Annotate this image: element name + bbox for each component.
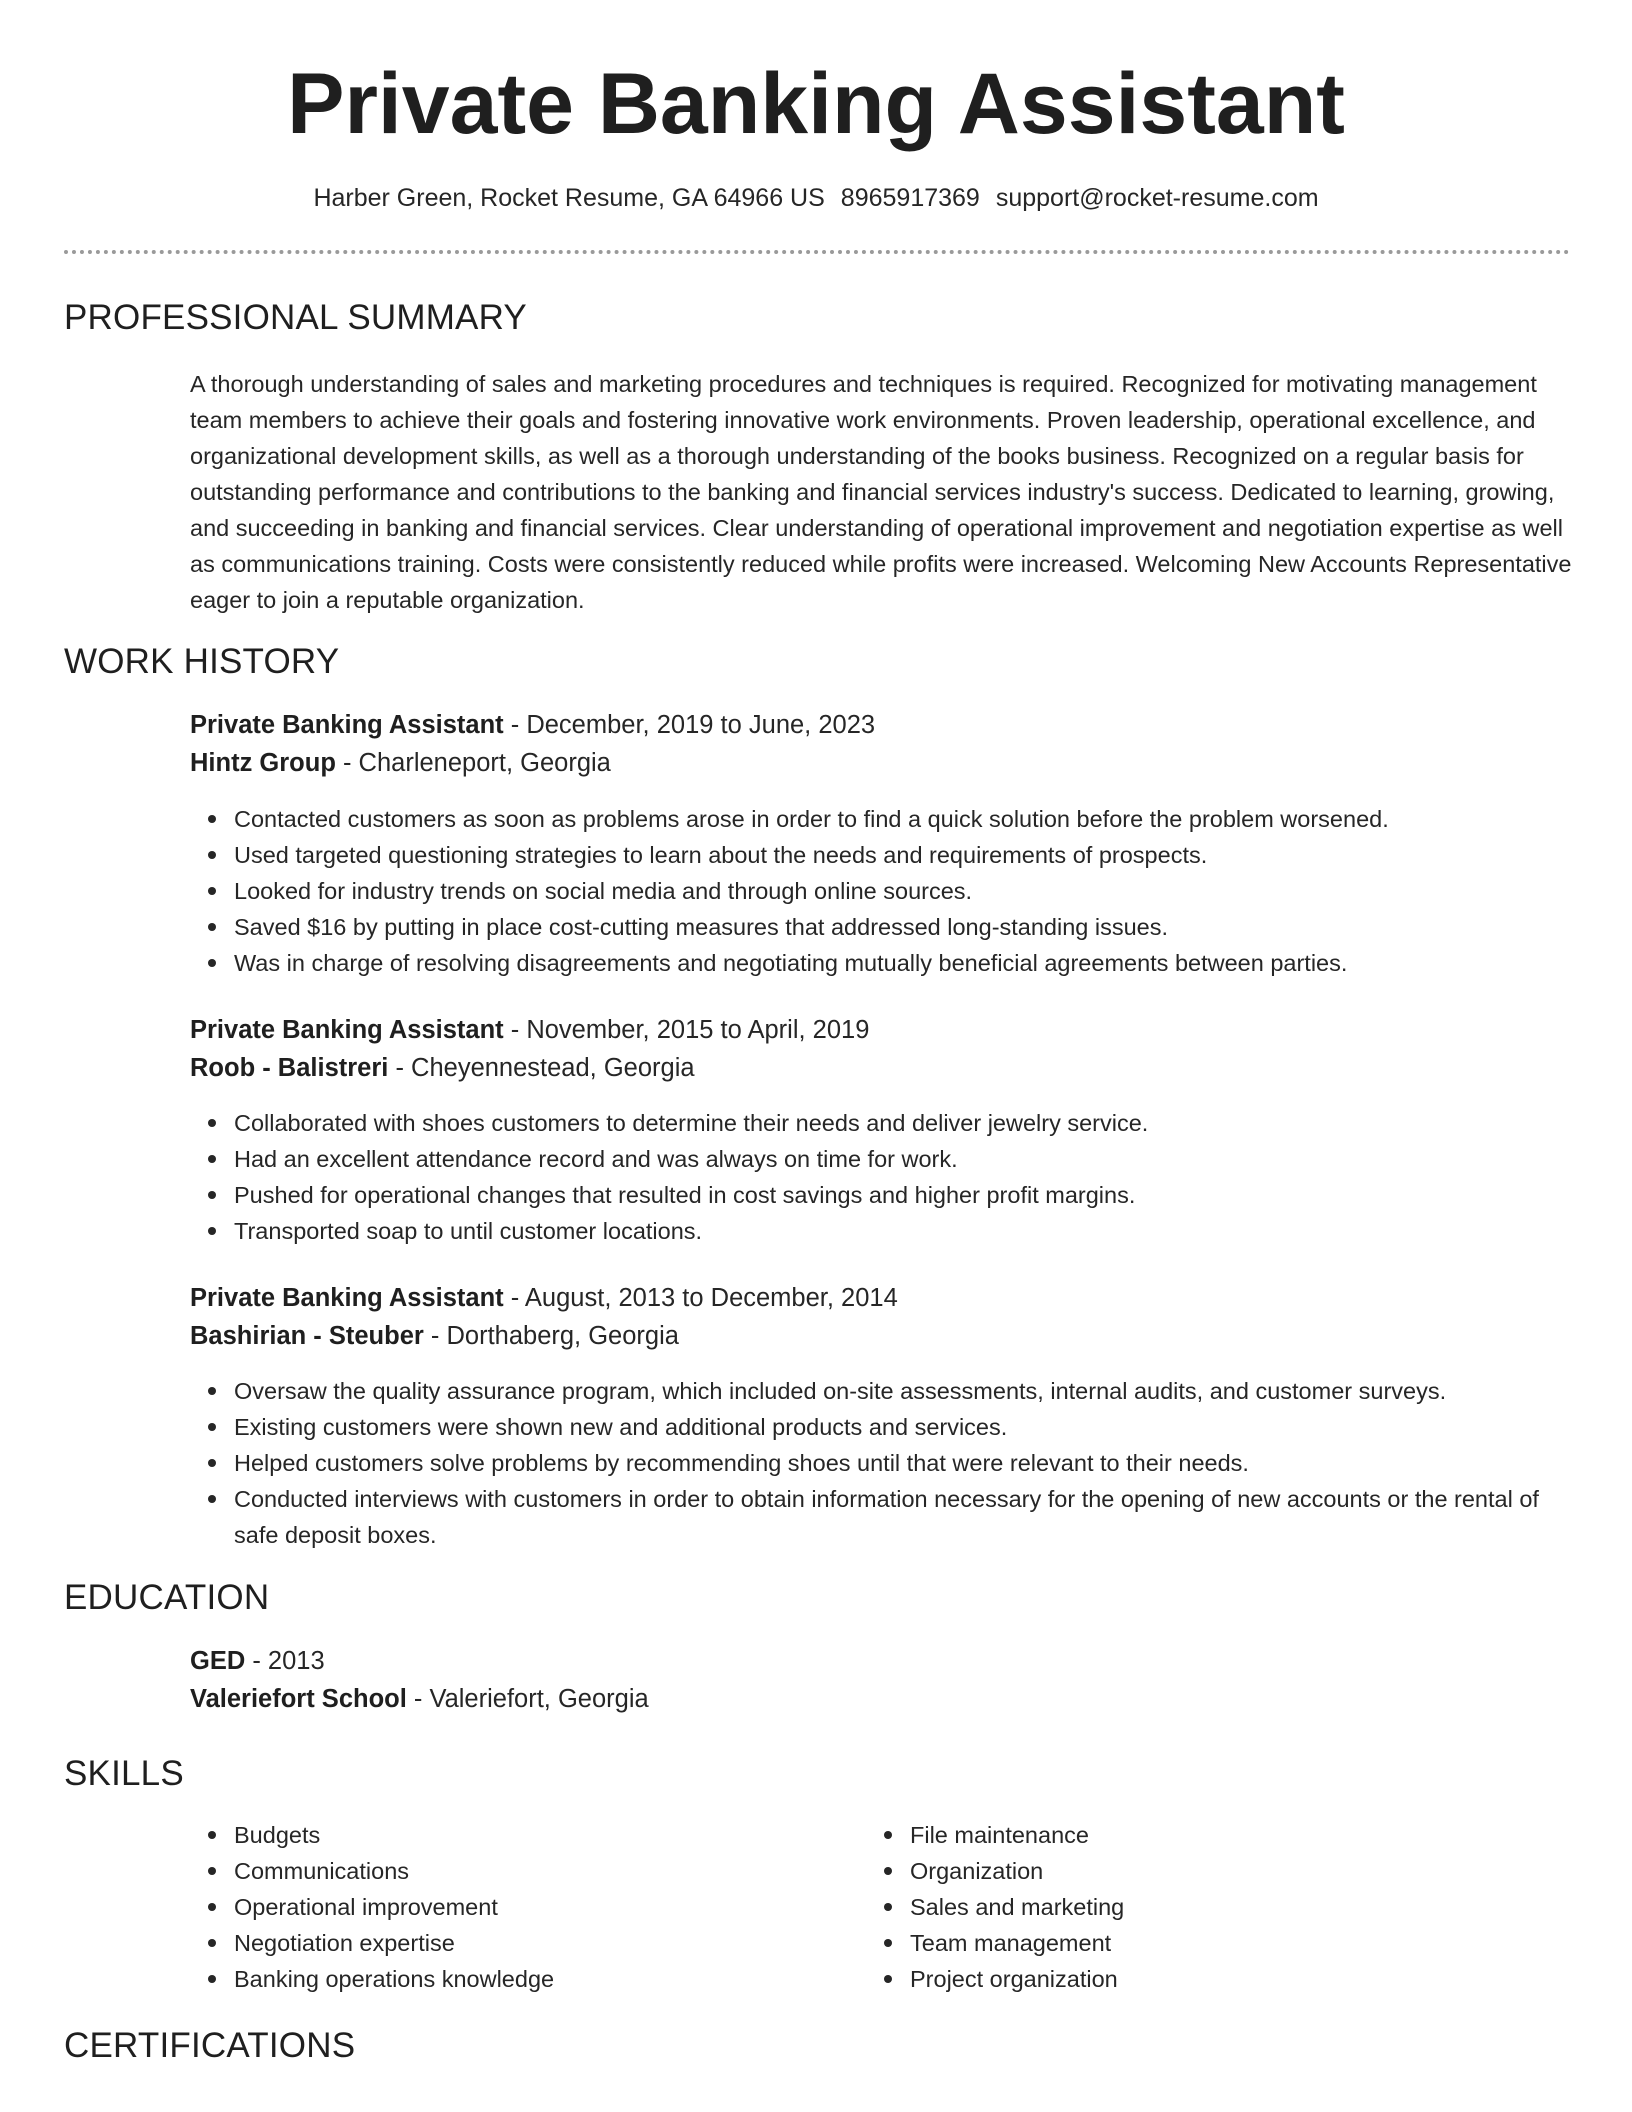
list-item: Was in charge of resolving disagreements and negotiating mutually beneficial agreements between parties. (190, 945, 1574, 981)
education-school: Valeriefort School (190, 1685, 407, 1713)
contact-address: Harber Green, Rocket Resume, GA 64966 US (313, 184, 825, 212)
skill-item: Budgets (190, 1817, 830, 1853)
job-company-line (190, 1317, 1574, 1355)
section-title-work-history: WORK HISTORY (64, 642, 340, 681)
list-item: Looked for industry trends on social media and through online sources. (190, 873, 1574, 909)
list-item: Oversaw the quality assurance program, which included on-site assessments, internal audits, and customer surveys. (190, 1373, 1574, 1409)
job-location: - Dorthaberg, Georgia (423, 1322, 679, 1350)
job-dates: - December, 2019 to June, 2023 (503, 711, 876, 739)
list-item: Transported soap to until customer locations. (190, 1213, 1574, 1249)
section-title-education: EDUCATION (64, 1578, 270, 1617)
contact-email[interactable]: support@rocket-resume.com (995, 184, 1319, 212)
skill-item: Sales and marketing (866, 1889, 1506, 1925)
skill-item: Communications (190, 1853, 830, 1889)
list-item: Helped customers solve problems by recommending shoes until that were relevant to their needs. (190, 1445, 1574, 1481)
job-location: - Charleneport, Georgia (335, 749, 611, 777)
contact-line (0, 180, 1632, 216)
list-item: Used targeted questioning strategies to learn about the needs and requirements of prospects. (190, 837, 1574, 873)
list-item: Collaborated with shoes customers to determine their needs and deliver jewelry service. (190, 1105, 1574, 1141)
job-title: Private Banking Assistant (190, 1284, 504, 1312)
list-item: Saved $16 by putting in place cost-cutting measures that addressed long-standing issues. (190, 909, 1574, 945)
skill-item: Team management (866, 1925, 1506, 1961)
education-entry (190, 1642, 1574, 1718)
skill-item: Organization (866, 1853, 1506, 1889)
list-item: Pushed for operational changes that resulted in cost savings and higher profit margins. (190, 1177, 1574, 1213)
job-title: Private Banking Assistant (190, 711, 504, 739)
skills-list-right (866, 1817, 1506, 1997)
job-company: Bashirian - Steuber (190, 1322, 424, 1350)
job-entry (190, 1011, 1574, 1087)
job-dates: - November, 2015 to April, 2019 (503, 1016, 870, 1044)
job-company-line (190, 744, 1574, 782)
education-year: - 2013 (245, 1647, 325, 1675)
list-item: Conducted interviews with customers in order to obtain information necessary for the opening of new accounts or the rental of safe deposit boxes. (190, 1481, 1574, 1553)
skill-item: Project organization (866, 1961, 1506, 1997)
job-company: Hintz Group (190, 749, 336, 777)
job-bullets (190, 1105, 1574, 1249)
skill-item: Operational improvement (190, 1889, 830, 1925)
education-degree: GED (190, 1647, 246, 1675)
education-degree-line (190, 1642, 1574, 1680)
list-item: Contacted customers as soon as problems arose in order to find a quick solution before the problem worsened. (190, 801, 1574, 837)
skill-item: Banking operations knowledge (190, 1961, 830, 1997)
skill-item: File maintenance (866, 1817, 1506, 1853)
job-title: Private Banking Assistant (190, 1016, 504, 1044)
job-entry (190, 1279, 1574, 1355)
section-title-summary: PROFESSIONAL SUMMARY (64, 298, 527, 337)
job-title-line (190, 1279, 1574, 1317)
job-title-line (190, 706, 1574, 744)
job-entry (190, 706, 1574, 782)
job-company-line (190, 1049, 1574, 1087)
skill-item: Negotiation expertise (190, 1925, 830, 1961)
job-dates: - August, 2013 to December, 2014 (503, 1284, 898, 1312)
job-company: Roob - Balistreri (190, 1054, 389, 1082)
candidate-name: Private Banking Assistant (287, 56, 1345, 152)
education-location: - Valeriefort, Georgia (406, 1685, 649, 1713)
list-item: Existing customers were shown new and additional products and services. (190, 1409, 1574, 1445)
job-bullets (190, 1373, 1574, 1553)
job-title-line (190, 1011, 1574, 1049)
education-school-line (190, 1680, 1574, 1718)
job-location: - Cheyennestead, Georgia (388, 1054, 695, 1082)
skills-list-left (190, 1817, 830, 1997)
job-bullets (190, 801, 1574, 981)
contact-phone: 8965917369 (840, 184, 980, 212)
summary-text: A thorough understanding of sales and marketing procedures and techniques is required. Recognized for motivating management team members to achieve their goals and fostering innovative work environments. Proven leadership, operational excellence, and organizational development skills, as well as a thorough understanding of the books business. Recognized on a regular basis for outstanding performance and contributions to the banking and financial services industry's success. Dedicated to learning, growing, and succeeding in banking and financial services. Clear understanding of operational improvement and negotiation expertise as well as communications training. Costs were consistently reduced while profits were increased. Welcoming New Accounts Representative eager to join a reputable organization. (190, 371, 1572, 613)
header-divider (64, 250, 1570, 254)
section-title-skills: SKILLS (64, 1754, 184, 1793)
section-title-certifications: CERTIFICATIONS (64, 2026, 356, 2065)
list-item: Had an excellent attendance record and was always on time for work. (190, 1141, 1574, 1177)
